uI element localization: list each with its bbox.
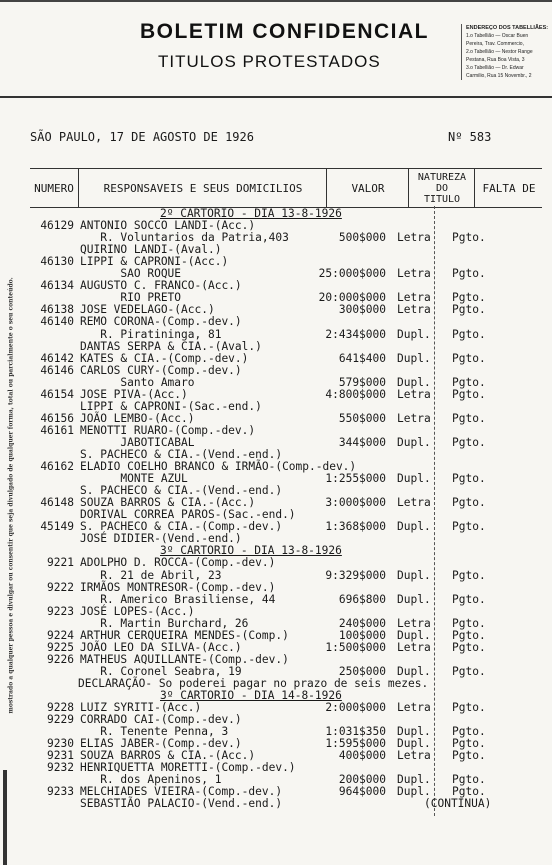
entry-text: ELADIO COELHO BRANCO & IRMÃO-(Comp.-dev.): [80, 460, 357, 473]
entry-text: ELIAS JABER-(Comp.-dev.): [80, 737, 242, 750]
entry-text: JOSE VEDELAGO-(Acc.): [80, 303, 215, 316]
entry-valor: 240$000: [338, 617, 386, 630]
addresses-heading: ENDEREÇO DOS TABELLIÃES:: [466, 25, 549, 31]
entry-text: R. dos Apeninos, 1: [80, 773, 222, 786]
declaration: DECLARAÇÃO- So poderei pagar no prazo de seis mezes.: [78, 677, 429, 690]
address-line: Pereira, Trav. Commercio,: [466, 41, 524, 47]
entry-natureza: Letra: [397, 749, 431, 762]
entry-falta: Pgto.: [452, 629, 486, 642]
entry-natureza: Dupl.: [397, 629, 431, 642]
bulletin-number: Nº 583: [448, 130, 492, 144]
header-natureza-line: DO: [435, 182, 449, 194]
entry-text: ADOLPHO D. ROCCA-(Comp.-dev.): [80, 556, 276, 569]
entry-natureza: Letra: [397, 617, 431, 630]
continua-note: (CONTINUA): [424, 797, 492, 810]
entry-text: JOSE PIVA-(Acc.): [80, 388, 188, 401]
entry-text: IRMÃOS MONTRESOR-(Comp.-dev.): [80, 581, 276, 594]
entry-valor: 964$000: [338, 785, 386, 798]
entry-number: 46156: [40, 412, 74, 425]
entry-falta: Pgto.: [452, 231, 486, 244]
entry-number: 9224: [47, 629, 74, 642]
entry-number: 46129: [40, 219, 74, 232]
entry-natureza: Dupl.: [397, 725, 431, 738]
entry-number: 46161: [40, 424, 74, 437]
entry-number: 46162: [40, 460, 74, 473]
entry-text: Santo Amaro: [80, 376, 195, 389]
entry-valor: 1:255$000: [325, 472, 386, 485]
entry-natureza: Dupl.: [397, 376, 431, 389]
entry-text: DORIVAL CORREA PAROS-(Sac.-end.): [80, 508, 296, 521]
entry-falta: Pgto.: [452, 773, 486, 786]
entry-falta: Pgto.: [452, 737, 486, 750]
entry-number: 9225: [47, 641, 74, 654]
entry-text: MATHEUS AQUILLANTE-(Comp.-dev.): [80, 653, 289, 666]
header-natureza-line: NATUREZA: [417, 171, 467, 183]
entry-natureza: Dupl.: [397, 520, 431, 533]
section-heading: 3º CARTORIO - DIA 13-8-1926: [160, 544, 342, 557]
entry-falta: Pgto.: [452, 593, 486, 606]
entry-natureza: Dupl.: [397, 737, 431, 750]
entry-falta: Pgto.: [452, 785, 486, 798]
entry-text: LIPPI & CAPRONI-(Sac.-end.): [80, 400, 262, 413]
entry-valor: 3:000$000: [325, 496, 386, 509]
entry-number: 9228: [47, 701, 74, 714]
entry-falta: Pgto.: [452, 303, 486, 316]
entry-valor: 400$000: [338, 749, 386, 762]
entry-valor: 20:000$000: [318, 291, 386, 304]
entry-valor: 1:595$000: [325, 737, 386, 750]
address-line: 1.o Tabellião — Oscar Buen: [466, 33, 529, 39]
entry-valor: 579$000: [338, 376, 386, 389]
entry-valor: 1:031$350: [325, 725, 386, 738]
entry-natureza: Letra: [397, 231, 431, 244]
entry-text: JOSÉ DIDIER-(Vend.-end.): [80, 532, 242, 545]
entry-valor: 2:434$000: [325, 328, 386, 341]
entry-falta: Pgto.: [452, 376, 486, 389]
entry-text: SOUZA BARROS & CIA.-(Acc.): [80, 749, 256, 762]
section-heading: 2º CARTORIO - DIA 13-8-1926: [160, 207, 342, 220]
entry-valor: 2:000$000: [325, 701, 386, 714]
entry-number: 9231: [47, 749, 74, 762]
entry-text: HENRIQUETTA MORETTI-(Comp.-dev.): [80, 761, 296, 774]
entry-natureza: Letra: [397, 496, 431, 509]
entry-text: SOUZA BARROS & CIA.-(Acc.): [80, 496, 256, 509]
entry-text: R. 21 de Abril, 23: [80, 569, 222, 582]
address-line: Pestana, Rua Boa Vista, 3: [466, 57, 525, 63]
entry-falta: Pgto.: [452, 749, 486, 762]
entry-text: JOÃO LEMBO-(Acc.): [80, 412, 195, 425]
entry-number: 45149: [40, 520, 74, 533]
address-line: 2.o Tabellião — Nestor Range: [466, 49, 533, 55]
entry-text: SEBASTIÃO PALACIO-(Vend.-end.): [80, 797, 283, 810]
entry-text: KATES & CIA.-(Comp.-dev.): [80, 352, 249, 365]
entry-falta: Pgto.: [452, 665, 486, 678]
entry-text: MELCHIADES VIEIRA-(Comp.-dev.): [80, 785, 283, 798]
entry-text: QUIRINO LANDI-(Aval.): [80, 243, 222, 256]
entry-text: DANTAS SERPA & CIA.-(Aval.): [80, 340, 262, 353]
entry-natureza: Dupl.: [397, 569, 431, 582]
entry-natureza: Letra: [397, 388, 431, 401]
page-title: BOLETIM CONFIDENCIAL: [140, 20, 429, 43]
header-valor: VALOR: [326, 169, 409, 207]
entry-text: REMO CORONA-(Comp.-dev.): [80, 315, 242, 328]
entry-text: CARLOS CURY-(Comp.-dev.): [80, 364, 242, 377]
entry-natureza: Letra: [397, 412, 431, 425]
entry-valor: 25:000$000: [318, 267, 386, 280]
entry-natureza: Letra: [397, 267, 431, 280]
entry-number: 9226: [47, 653, 74, 666]
entry-falta: Pgto.: [452, 352, 486, 365]
address-line: 3.o Tabellião — Dr. Edwar: [466, 65, 524, 71]
entry-natureza: Dupl.: [397, 472, 431, 485]
entry-number: 46146: [40, 364, 74, 377]
entry-valor: 4:800$000: [325, 388, 386, 401]
entry-text: S. PACHECO & CIA.-(Vend.-end.): [80, 448, 283, 461]
entry-natureza: Dupl.: [397, 773, 431, 786]
entry-natureza: Letra: [397, 303, 431, 316]
entry-number: 9221: [47, 556, 74, 569]
entry-text: JABOTICABAL: [80, 436, 195, 449]
section-heading: 3º CARTORIO - DIA 14-8-1926: [160, 689, 342, 702]
entry-falta: Pgto.: [452, 725, 486, 738]
entry-falta: Pgto.: [452, 520, 486, 533]
entry-number: 9229: [47, 713, 74, 726]
entry-text: MONTE AZUL: [80, 472, 188, 485]
entry-text: LIPPI & CAPRONI-(Acc.): [80, 255, 229, 268]
entry-number: 9222: [47, 581, 74, 594]
entry-text: S. PACHECO & CIA.-(Vend.-end.): [80, 484, 283, 497]
entry-text: AUGUSTO C. FRANCO-(Acc.): [80, 279, 242, 292]
entry-valor: 1:500$000: [325, 641, 386, 654]
entry-number: 46154: [40, 388, 74, 401]
entry-number: 46140: [40, 315, 74, 328]
entry-valor: 100$000: [338, 629, 386, 642]
entry-natureza: Dupl.: [397, 665, 431, 678]
entry-text: R. Coronel Seabra, 19: [80, 665, 242, 678]
entry-valor: 200$000: [338, 773, 386, 786]
page-subtitle: TITULOS PROTESTADOS: [158, 52, 381, 71]
entry-valor: 300$000: [338, 303, 386, 316]
entry-falta: Pgto.: [452, 388, 486, 401]
entry-falta: Pgto.: [452, 641, 486, 654]
entry-natureza: Dupl.: [397, 328, 431, 341]
entry-number: 9230: [47, 737, 74, 750]
entry-number: 9223: [47, 605, 74, 618]
entry-text: SAO ROQUE: [80, 267, 182, 280]
entry-valor: 641$400: [338, 352, 386, 365]
entry-number: 9233: [47, 785, 74, 798]
entry-valor: 1:368$000: [325, 520, 386, 533]
entry-falta: Pgto.: [452, 328, 486, 341]
entry-falta: Pgto.: [452, 436, 486, 449]
entry-number: 46130: [40, 255, 74, 268]
header-responsaveis: RESPONSAVEIS E SEUS DOMICILIOS: [78, 169, 327, 207]
entry-natureza: Letra: [397, 291, 431, 304]
entry-text: JOSÉ LOPES-(Acc.): [80, 605, 195, 618]
entry-text: JOÃO LEO DA SILVA-(Acc.): [80, 641, 242, 654]
entry-natureza: Letra: [397, 641, 431, 654]
entry-number: 46142: [40, 352, 74, 365]
entry-natureza: Letra: [397, 701, 431, 714]
entry-text: ARTHUR CERQUEIRA MENDES-(Comp.): [80, 629, 289, 642]
entry-text: LUIZ SYRITI-(Acc.): [80, 701, 202, 714]
entry-text: MENOTTI RUARO-(Comp.-dev.): [80, 424, 256, 437]
entry-text: ANTONIO SOCCO LANDI-(Acc.): [80, 219, 256, 232]
entry-number: 46148: [40, 496, 74, 509]
entry-text: R. Americo Brasiliense, 44: [80, 593, 276, 606]
side-note: mostrado a qualquer pessoa e divulgar ou consentir que seja divulgado de qualquer forma, total ou parcialmente o seu conteúdo.: [7, 277, 15, 714]
entry-natureza: Dupl.: [397, 593, 431, 606]
entry-falta: Pgto.: [452, 412, 486, 425]
entry-valor: 9:329$000: [325, 569, 386, 582]
entry-falta: Pgto.: [452, 569, 486, 582]
address-line: Carmilio, Rua 15 Novembr., 2: [466, 73, 532, 79]
entry-text: R. Piratininga, 81: [80, 328, 222, 341]
entry-falta: Pgto.: [452, 291, 486, 304]
header-natureza-line: TITULO: [423, 193, 461, 205]
entry-natureza: Dupl.: [397, 436, 431, 449]
header-falta: FALTA DE: [474, 169, 543, 207]
dateline: SÃO PAULO, 17 DE AGOSTO DE 1926: [30, 130, 254, 144]
entry-text: RIO PRETO: [80, 291, 182, 304]
entry-valor: 500$000: [338, 231, 386, 244]
entry-falta: Pgto.: [452, 701, 486, 714]
header-numero: NUMERO: [34, 181, 74, 195]
entry-text: R. Tenente Penna, 3: [80, 725, 229, 738]
entry-falta: Pgto.: [452, 267, 486, 280]
entry-valor: 696$800: [338, 593, 386, 606]
entry-valor: 250$000: [338, 665, 386, 678]
entry-number: 46138: [40, 303, 74, 316]
entry-falta: Pgto.: [452, 617, 486, 630]
entry-number: 46134: [40, 279, 74, 292]
entry-falta: Pgto.: [452, 472, 486, 485]
entry-natureza: Dupl.: [397, 785, 431, 798]
entry-valor: 550$000: [338, 412, 386, 425]
entry-falta: Pgto.: [452, 496, 486, 509]
entry-text: S. PACHECO & CIA.-(Comp.-dev.): [80, 520, 283, 533]
entry-text: CORRADO CAI-(Comp.-dev.): [80, 713, 242, 726]
entry-natureza: Dupl.: [397, 352, 431, 365]
entry-number: 9232: [47, 761, 74, 774]
entry-text: R. Voluntarios da Patria,403: [80, 231, 289, 244]
entry-text: R. Martin Burchard, 26: [80, 617, 249, 630]
entry-valor: 344$000: [338, 436, 386, 449]
